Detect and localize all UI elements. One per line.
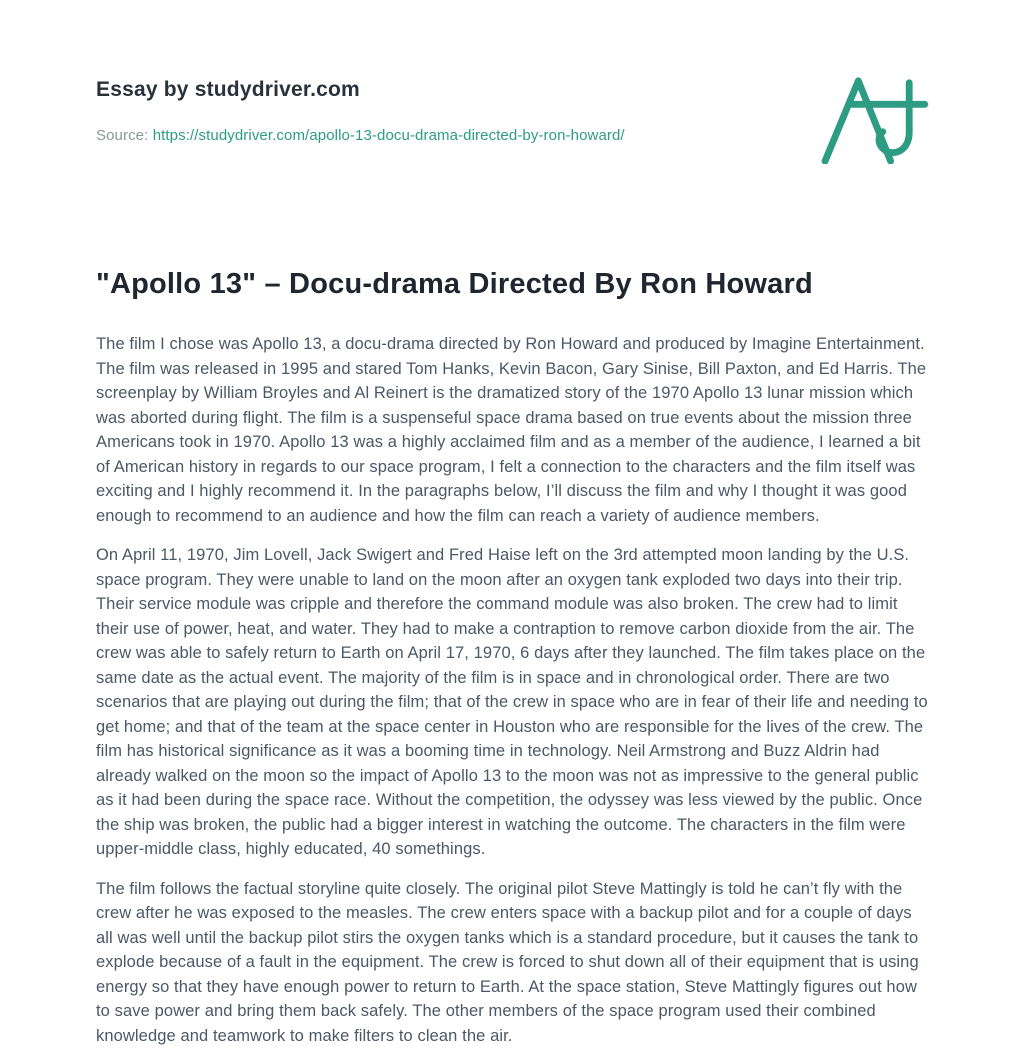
page-header <box>96 76 929 164</box>
source-link[interactable]: https://studydriver.com/apollo-13-docu-drama-directed-by-ron-howard/ <box>153 127 625 144</box>
essay-paragraph: The film I chose was Apollo 13, a docu-drama directed by Ron Howard and produced by Imagine Entertainment. The film was released in 1995 and stared Tom Hanks, Kevin Bacon, Gary Sinise, Bill Paxton, and Ed Harris. The screenplay by William Broyles and Al Reinert is the dramatized story of the 1970 Apollo 13 lunar mission which was aborted during flight. The film is a suspenseful space drama based on true events about the mission three Americans took in 1970. Apollo 13 was a highly acclaimed film and as a member of the audience, I learned a bit of American history in regards to our space program, I felt a connection to the characters and the film itself was exciting and I highly recommend it. In the paragraphs below, I’ll discuss the film and why I thought it was good enough to recommend to an audience and how the film can reach a variety of audience members. <box>96 332 929 528</box>
essay-title: "Apollo 13" – Docu-drama Directed By Ron Howard <box>96 266 929 302</box>
essay-body <box>96 332 929 1048</box>
essay-paragraph: The film follows the factual storyline quite closely. The original pilot Steve Mattingly is told he can’t fly with the crew after he was exposed to the measles. The crew enters space with a backup pilot and for a couple of days all was well until the backup pilot stirs the oxygen tanks which is a standard procedure, but it causes the tank to explode because of a fault in the equipment. The crew is forced to shut down all of their equipment that is using energy so that they have enough power to return to Earth. At the space station, Steve Mattingly figures out how to save power and bring them back safely. The other members of the space program used their combined knowledge and teamwork to make filters to clean the air. <box>96 877 929 1048</box>
essay-paragraph: On April 11, 1970, Jim Lovell, Jack Swigert and Fred Haise left on the 3rd attempted moon landing by the U.S. space program. They were unable to land on the moon after an oxygen tank exploded two days into their trip. Their service module was cripple and therefore the command module was also broken. The crew had to limit their use of power, heat, and water. They had to make a contraption to remove carbon dioxide from the air. The crew was able to safely return to Earth on April 17, 1970, 6 days after they launched. The film takes place on the same date as the actual event. The majority of the film is in space and in chronological order. There are two scenarios that are playing out during the film; that of the crew in space who are in fear of their life and needing to get home; and that of the team at the space center in Houston who are responsible for the lives of the crew. The film has historical significance as it was a booming time in technology. Neil Armstrong and Buzz Aldrin had already walked on the moon so the impact of Apollo 13 to the moon was not as impressive to the general public as it had been during the space race. Without the competition, the odyssey was less viewed by the public. Once the ship was broken, the public had a bigger interest in watching the outcome. The characters in the film were upper-middle class, highly educated, 40 somethings. <box>96 543 929 862</box>
source-line <box>96 127 625 144</box>
header-text-block <box>96 76 625 144</box>
studydriver-logo-icon <box>817 74 929 164</box>
source-label: Source: <box>96 127 148 144</box>
byline: Essay by studydriver.com <box>96 78 625 102</box>
